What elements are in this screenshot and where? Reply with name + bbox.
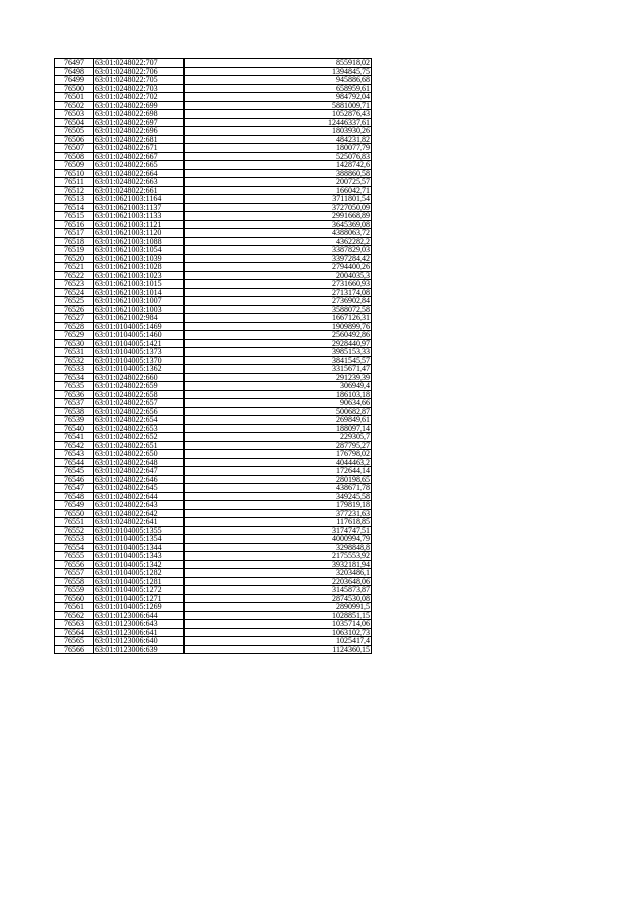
cadastral-number-cell: 63:01:0248022:642 xyxy=(94,509,185,518)
row-number-cell: 76497 xyxy=(55,59,94,68)
row-number-cell: 76558 xyxy=(55,577,94,586)
row-number-cell: 76539 xyxy=(55,416,94,425)
row-number-cell: 76503 xyxy=(55,110,94,119)
cadastral-number-cell: 63:01:0621003:1133 xyxy=(94,212,185,221)
table-row xyxy=(55,611,372,620)
row-number-cell: 76540 xyxy=(55,424,94,433)
cadastral-value-cell: 658959,61 xyxy=(184,84,372,93)
table-row xyxy=(55,620,372,629)
cadastral-value-cell: 2736902,84 xyxy=(184,297,372,306)
cadastral-number-cell: 63:01:0104005:1355 xyxy=(94,526,185,535)
row-number-cell: 76526 xyxy=(55,305,94,314)
row-number-cell: 76530 xyxy=(55,339,94,348)
table-row xyxy=(55,552,372,561)
row-number-cell: 76538 xyxy=(55,407,94,416)
table-row xyxy=(55,305,372,314)
cadastral-number-cell: 63:01:0104005:1282 xyxy=(94,569,185,578)
cadastral-number-cell: 63:01:0104005:1271 xyxy=(94,594,185,603)
table-row xyxy=(55,509,372,518)
cadastral-value-cell: 2203648,06 xyxy=(184,577,372,586)
table-row xyxy=(55,67,372,76)
row-number-cell: 76564 xyxy=(55,628,94,637)
row-number-cell: 76525 xyxy=(55,297,94,306)
table-row xyxy=(55,450,372,459)
table-row xyxy=(55,518,372,527)
row-number-cell: 76509 xyxy=(55,161,94,170)
table-row xyxy=(55,127,372,136)
cadastral-value-cell: 2713174,08 xyxy=(184,288,372,297)
cadastral-value-cell: 2874530,08 xyxy=(184,594,372,603)
cadastral-number-cell: 63:01:0621002:984 xyxy=(94,314,185,323)
table-row xyxy=(55,76,372,85)
table-row xyxy=(55,237,372,246)
cadastral-number-cell: 63:01:0104005:1373 xyxy=(94,348,185,357)
row-number-cell: 76520 xyxy=(55,254,94,263)
row-number-cell: 76551 xyxy=(55,518,94,527)
cadastral-number-cell: 63:01:0621003:1121 xyxy=(94,220,185,229)
cadastral-value-cell: 172644,14 xyxy=(184,467,372,476)
cadastral-number-cell: 63:01:0248022:698 xyxy=(94,110,185,119)
cadastral-number-cell: 63:01:0104005:1344 xyxy=(94,543,185,552)
cadastral-value-cell: 2560492,86 xyxy=(184,331,372,340)
cadastral-number-cell: 63:01:0248022:660 xyxy=(94,373,185,382)
table-row xyxy=(55,280,372,289)
row-number-cell: 76555 xyxy=(55,552,94,561)
row-number-cell: 76515 xyxy=(55,212,94,221)
cadastral-value-cell: 306949,4 xyxy=(184,382,372,391)
row-number-cell: 76510 xyxy=(55,169,94,178)
row-number-cell: 76517 xyxy=(55,229,94,238)
row-number-cell: 76498 xyxy=(55,67,94,76)
cadastral-value-cell: 1052876,43 xyxy=(184,110,372,119)
table-row xyxy=(55,535,372,544)
table-row xyxy=(55,212,372,221)
cadastral-value-cell: 3841545,57 xyxy=(184,356,372,365)
cadastral-value-cell: 438671,78 xyxy=(184,484,372,493)
cadastral-value-cell: 90634,66 xyxy=(184,399,372,408)
table-row xyxy=(55,322,372,331)
table-row xyxy=(55,560,372,569)
table-row xyxy=(55,484,372,493)
row-number-cell: 76552 xyxy=(55,526,94,535)
cadastral-number-cell: 63:01:0104005:1343 xyxy=(94,552,185,561)
cadastral-number-cell: 63:01:0104005:1342 xyxy=(94,560,185,569)
row-number-cell: 76547 xyxy=(55,484,94,493)
cadastral-number-cell: 63:01:0123006:640 xyxy=(94,637,185,646)
table-row xyxy=(55,441,372,450)
cadastral-number-cell: 63:01:0248022:654 xyxy=(94,416,185,425)
cadastral-number-cell: 63:01:0104005:1460 xyxy=(94,331,185,340)
table-row xyxy=(55,288,372,297)
cadastral-number-cell: 63:01:0248022:706 xyxy=(94,67,185,76)
table-row xyxy=(55,314,372,323)
cadastral-value-cell: 229305,7 xyxy=(184,433,372,442)
row-number-cell: 76533 xyxy=(55,365,94,374)
table-row xyxy=(55,603,372,612)
cadastral-number-cell: 63:01:0248022:707 xyxy=(94,59,185,68)
row-number-cell: 76535 xyxy=(55,382,94,391)
table-row xyxy=(55,645,372,654)
table-row xyxy=(55,569,372,578)
cadastral-value-cell: 200725,57 xyxy=(184,178,372,187)
row-number-cell: 76504 xyxy=(55,118,94,127)
cadastral-number-cell: 63:01:0104005:1272 xyxy=(94,586,185,595)
cadastral-number-cell: 63:01:0248022:661 xyxy=(94,186,185,195)
cadastral-number-cell: 63:01:0248022:646 xyxy=(94,475,185,484)
row-number-cell: 76559 xyxy=(55,586,94,595)
table-row xyxy=(55,152,372,161)
cadastral-number-cell: 63:01:0621003:1023 xyxy=(94,271,185,280)
row-number-cell: 76562 xyxy=(55,611,94,620)
row-number-cell: 76501 xyxy=(55,93,94,102)
row-number-cell: 76508 xyxy=(55,152,94,161)
cadastral-number-cell: 63:01:0621003:1003 xyxy=(94,305,185,314)
cadastral-value-cell: 500682,87 xyxy=(184,407,372,416)
table-row xyxy=(55,637,372,646)
table-body xyxy=(55,59,372,654)
cadastral-value-cell: 1394845,75 xyxy=(184,67,372,76)
cadastral-number-cell: 63:01:0248022:663 xyxy=(94,178,185,187)
cadastral-value-cell: 3298848,8 xyxy=(184,543,372,552)
cadastral-number-cell: 63:01:0248022:645 xyxy=(94,484,185,493)
cadastral-number-cell: 63:01:0123006:643 xyxy=(94,620,185,629)
table-row xyxy=(55,407,372,416)
cadastral-number-cell: 63:01:0104005:1421 xyxy=(94,339,185,348)
row-number-cell: 76561 xyxy=(55,603,94,612)
table-row xyxy=(55,161,372,170)
row-number-cell: 76544 xyxy=(55,458,94,467)
cadastral-number-cell: 63:01:0248022:665 xyxy=(94,161,185,170)
table-row xyxy=(55,118,372,127)
cadastral-number-cell: 63:01:0248022:651 xyxy=(94,441,185,450)
cadastral-value-cell: 1035714,06 xyxy=(184,620,372,629)
cadastral-value-cell: 984792,04 xyxy=(184,93,372,102)
table-row xyxy=(55,501,372,510)
cadastral-value-cell: 2175553,92 xyxy=(184,552,372,561)
cadastral-number-cell: 63:01:0104005:1370 xyxy=(94,356,185,365)
cadastral-number-cell: 63:01:0123006:644 xyxy=(94,611,185,620)
cadastral-value-cell: 3174747,51 xyxy=(184,526,372,535)
row-number-cell: 76541 xyxy=(55,433,94,442)
table-row xyxy=(55,271,372,280)
cadastral-value-cell: 2890991,5 xyxy=(184,603,372,612)
table-row xyxy=(55,339,372,348)
row-number-cell: 76532 xyxy=(55,356,94,365)
table-row xyxy=(55,433,372,442)
cadastral-number-cell: 63:01:0248022:650 xyxy=(94,450,185,459)
table-row xyxy=(55,331,372,340)
cadastral-value-cell: 3315671,47 xyxy=(184,365,372,374)
table-row xyxy=(55,203,372,212)
table-row xyxy=(55,475,372,484)
cadastral-number-cell: 63:01:0248022:705 xyxy=(94,76,185,85)
cadastral-value-cell: 291239,39 xyxy=(184,373,372,382)
row-number-cell: 76563 xyxy=(55,620,94,629)
cadastral-number-cell: 63:01:0621003:1120 xyxy=(94,229,185,238)
cadastral-value-cell: 388860,58 xyxy=(184,169,372,178)
table-row xyxy=(55,586,372,595)
cadastral-number-cell: 63:01:0621003:1014 xyxy=(94,288,185,297)
table-row xyxy=(55,263,372,272)
row-number-cell: 76514 xyxy=(55,203,94,212)
table-row xyxy=(55,467,372,476)
cadastral-value-cell: 2794400,26 xyxy=(184,263,372,272)
cadastral-number-cell: 63:01:0621003:1028 xyxy=(94,263,185,272)
cadastral-value-table xyxy=(54,58,372,654)
row-number-cell: 76523 xyxy=(55,280,94,289)
cadastral-number-cell: 63:01:0248022:652 xyxy=(94,433,185,442)
table-row xyxy=(55,169,372,178)
table-row xyxy=(55,628,372,637)
cadastral-value-cell: 280198,65 xyxy=(184,475,372,484)
cadastral-value-cell: 3588072,58 xyxy=(184,305,372,314)
table-row xyxy=(55,365,372,374)
table-row xyxy=(55,577,372,586)
row-number-cell: 76545 xyxy=(55,467,94,476)
row-number-cell: 76522 xyxy=(55,271,94,280)
cadastral-number-cell: 63:01:0248022:653 xyxy=(94,424,185,433)
row-number-cell: 76554 xyxy=(55,543,94,552)
table-row xyxy=(55,59,372,68)
cadastral-number-cell: 63:01:0248022:667 xyxy=(94,152,185,161)
cadastral-value-cell: 5881009,71 xyxy=(184,101,372,110)
cadastral-value-cell: 1909899,76 xyxy=(184,322,372,331)
table-row xyxy=(55,356,372,365)
table-row xyxy=(55,186,372,195)
table-row xyxy=(55,220,372,229)
row-number-cell: 76521 xyxy=(55,263,94,272)
cadastral-value-cell: 188097,14 xyxy=(184,424,372,433)
table-row xyxy=(55,178,372,187)
cadastral-number-cell: 63:01:0123006:641 xyxy=(94,628,185,637)
cadastral-value-cell: 4000994,79 xyxy=(184,535,372,544)
cadastral-number-cell: 63:01:0248022:647 xyxy=(94,467,185,476)
cadastral-number-cell: 63:01:0248022:641 xyxy=(94,518,185,527)
cadastral-number-cell: 63:01:0621003:1164 xyxy=(94,195,185,204)
row-number-cell: 76519 xyxy=(55,246,94,255)
cadastral-value-cell: 269849,61 xyxy=(184,416,372,425)
row-number-cell: 76529 xyxy=(55,331,94,340)
table-row xyxy=(55,424,372,433)
cadastral-value-cell: 1124360,15 xyxy=(184,645,372,654)
cadastral-value-cell: 1028851,15 xyxy=(184,611,372,620)
row-number-cell: 76536 xyxy=(55,390,94,399)
row-number-cell: 76524 xyxy=(55,288,94,297)
row-number-cell: 76549 xyxy=(55,501,94,510)
cadastral-number-cell: 63:01:0248022:697 xyxy=(94,118,185,127)
cadastral-value-cell: 186103,18 xyxy=(184,390,372,399)
table-row xyxy=(55,390,372,399)
cadastral-value-cell: 3203486,1 xyxy=(184,569,372,578)
row-number-cell: 76507 xyxy=(55,144,94,153)
cadastral-value-cell: 1803930,26 xyxy=(184,127,372,136)
cadastral-value-cell: 3645369,08 xyxy=(184,220,372,229)
table-row xyxy=(55,382,372,391)
cadastral-number-cell: 63:01:0248022:699 xyxy=(94,101,185,110)
cadastral-value-cell: 2928440,97 xyxy=(184,339,372,348)
table-row xyxy=(55,229,372,238)
table-row xyxy=(55,594,372,603)
row-number-cell: 76512 xyxy=(55,186,94,195)
row-number-cell: 76499 xyxy=(55,76,94,85)
row-number-cell: 76516 xyxy=(55,220,94,229)
cadastral-number-cell: 63:01:0248022:657 xyxy=(94,399,185,408)
row-number-cell: 76546 xyxy=(55,475,94,484)
cadastral-value-cell: 4388063,72 xyxy=(184,229,372,238)
row-number-cell: 76553 xyxy=(55,535,94,544)
cadastral-value-cell: 525076,83 xyxy=(184,152,372,161)
table-row xyxy=(55,348,372,357)
row-number-cell: 76502 xyxy=(55,101,94,110)
row-number-cell: 76528 xyxy=(55,322,94,331)
cadastral-number-cell: 63:01:0104005:1354 xyxy=(94,535,185,544)
row-number-cell: 76543 xyxy=(55,450,94,459)
table-row xyxy=(55,416,372,425)
cadastral-number-cell: 63:01:0248022:664 xyxy=(94,169,185,178)
row-number-cell: 76531 xyxy=(55,348,94,357)
row-number-cell: 76557 xyxy=(55,569,94,578)
row-number-cell: 76542 xyxy=(55,441,94,450)
cadastral-number-cell: 63:01:0248022:656 xyxy=(94,407,185,416)
row-number-cell: 76513 xyxy=(55,195,94,204)
cadastral-number-cell: 63:01:0621003:1088 xyxy=(94,237,185,246)
table-row xyxy=(55,84,372,93)
cadastral-value-cell: 1428742,6 xyxy=(184,161,372,170)
table-row xyxy=(55,399,372,408)
cadastral-number-cell: 63:01:0248022:648 xyxy=(94,458,185,467)
cadastral-value-cell: 117618,85 xyxy=(184,518,372,527)
cadastral-number-cell: 63:01:0248022:703 xyxy=(94,84,185,93)
table-row xyxy=(55,144,372,153)
cadastral-number-cell: 63:01:0621003:1039 xyxy=(94,254,185,263)
cadastral-number-cell: 63:01:0621003:1137 xyxy=(94,203,185,212)
cadastral-value-cell: 1667126,31 xyxy=(184,314,372,323)
table-row xyxy=(55,254,372,263)
cadastral-number-cell: 63:01:0621003:1007 xyxy=(94,297,185,306)
cadastral-number-cell: 63:01:0621003:1015 xyxy=(94,280,185,289)
row-number-cell: 76548 xyxy=(55,492,94,501)
cadastral-value-cell: 3397284,42 xyxy=(184,254,372,263)
row-number-cell: 76534 xyxy=(55,373,94,382)
row-number-cell: 76511 xyxy=(55,178,94,187)
table-row xyxy=(55,195,372,204)
cadastral-number-cell: 63:01:0248022:643 xyxy=(94,501,185,510)
table-row xyxy=(55,93,372,102)
cadastral-value-cell: 1063102,73 xyxy=(184,628,372,637)
cadastral-number-cell: 63:01:0104005:1281 xyxy=(94,577,185,586)
table-row xyxy=(55,135,372,144)
cadastral-value-cell: 180077,79 xyxy=(184,144,372,153)
row-number-cell: 76500 xyxy=(55,84,94,93)
cadastral-value-cell: 3711801,54 xyxy=(184,195,372,204)
cadastral-value-cell: 3387829,03 xyxy=(184,246,372,255)
cadastral-value-cell: 287795,27 xyxy=(184,441,372,450)
cadastral-number-cell: 63:01:0248022:702 xyxy=(94,93,185,102)
row-number-cell: 76566 xyxy=(55,645,94,654)
table-row xyxy=(55,492,372,501)
cadastral-value-cell: 1025417,4 xyxy=(184,637,372,646)
cadastral-value-cell: 166042,71 xyxy=(184,186,372,195)
row-number-cell: 76505 xyxy=(55,127,94,136)
table-row xyxy=(55,110,372,119)
cadastral-value-cell: 12446337,61 xyxy=(184,118,372,127)
cadastral-value-cell: 945886,68 xyxy=(184,76,372,85)
table-row xyxy=(55,373,372,382)
cadastral-value-cell: 2731660,93 xyxy=(184,280,372,289)
cadastral-number-cell: 63:01:0123006:639 xyxy=(94,645,185,654)
row-number-cell: 76560 xyxy=(55,594,94,603)
cadastral-value-cell: 3932181,94 xyxy=(184,560,372,569)
cadastral-number-cell: 63:01:0104005:1269 xyxy=(94,603,185,612)
row-number-cell: 76527 xyxy=(55,314,94,323)
cadastral-value-cell: 2991668,89 xyxy=(184,212,372,221)
row-number-cell: 76506 xyxy=(55,135,94,144)
cadastral-number-cell: 63:01:0248022:681 xyxy=(94,135,185,144)
table-row xyxy=(55,458,372,467)
table-row xyxy=(55,526,372,535)
cadastral-value-cell: 377231,63 xyxy=(184,509,372,518)
cadastral-value-cell: 855918,02 xyxy=(184,59,372,68)
cadastral-value-cell: 3145873,87 xyxy=(184,586,372,595)
cadastral-value-cell: 179819,18 xyxy=(184,501,372,510)
cadastral-number-cell: 63:01:0248022:696 xyxy=(94,127,185,136)
cadastral-number-cell: 63:01:0248022:659 xyxy=(94,382,185,391)
row-number-cell: 76565 xyxy=(55,637,94,646)
row-number-cell: 76556 xyxy=(55,560,94,569)
cadastral-value-cell: 484231,82 xyxy=(184,135,372,144)
cadastral-value-cell: 2004035,3 xyxy=(184,271,372,280)
row-number-cell: 76537 xyxy=(55,399,94,408)
cadastral-number-cell: 63:01:0248022:671 xyxy=(94,144,185,153)
table-row xyxy=(55,101,372,110)
cadastral-value-cell: 176798,02 xyxy=(184,450,372,459)
cadastral-number-cell: 63:01:0104005:1362 xyxy=(94,365,185,374)
table-row xyxy=(55,543,372,552)
table-row xyxy=(55,297,372,306)
cadastral-number-cell: 63:01:0248022:658 xyxy=(94,390,185,399)
cadastral-value-cell: 4044463,2 xyxy=(184,458,372,467)
cadastral-number-cell: 63:01:0104005:1469 xyxy=(94,322,185,331)
cadastral-number-cell: 63:01:0621003:1054 xyxy=(94,246,185,255)
cadastral-value-cell: 349245,58 xyxy=(184,492,372,501)
cadastral-value-cell: 3727050,09 xyxy=(184,203,372,212)
row-number-cell: 76518 xyxy=(55,237,94,246)
table-row xyxy=(55,246,372,255)
cadastral-value-cell: 4362282,2 xyxy=(184,237,372,246)
cadastral-value-cell: 3985153,33 xyxy=(184,348,372,357)
row-number-cell: 76550 xyxy=(55,509,94,518)
cadastral-number-cell: 63:01:0248022:644 xyxy=(94,492,185,501)
